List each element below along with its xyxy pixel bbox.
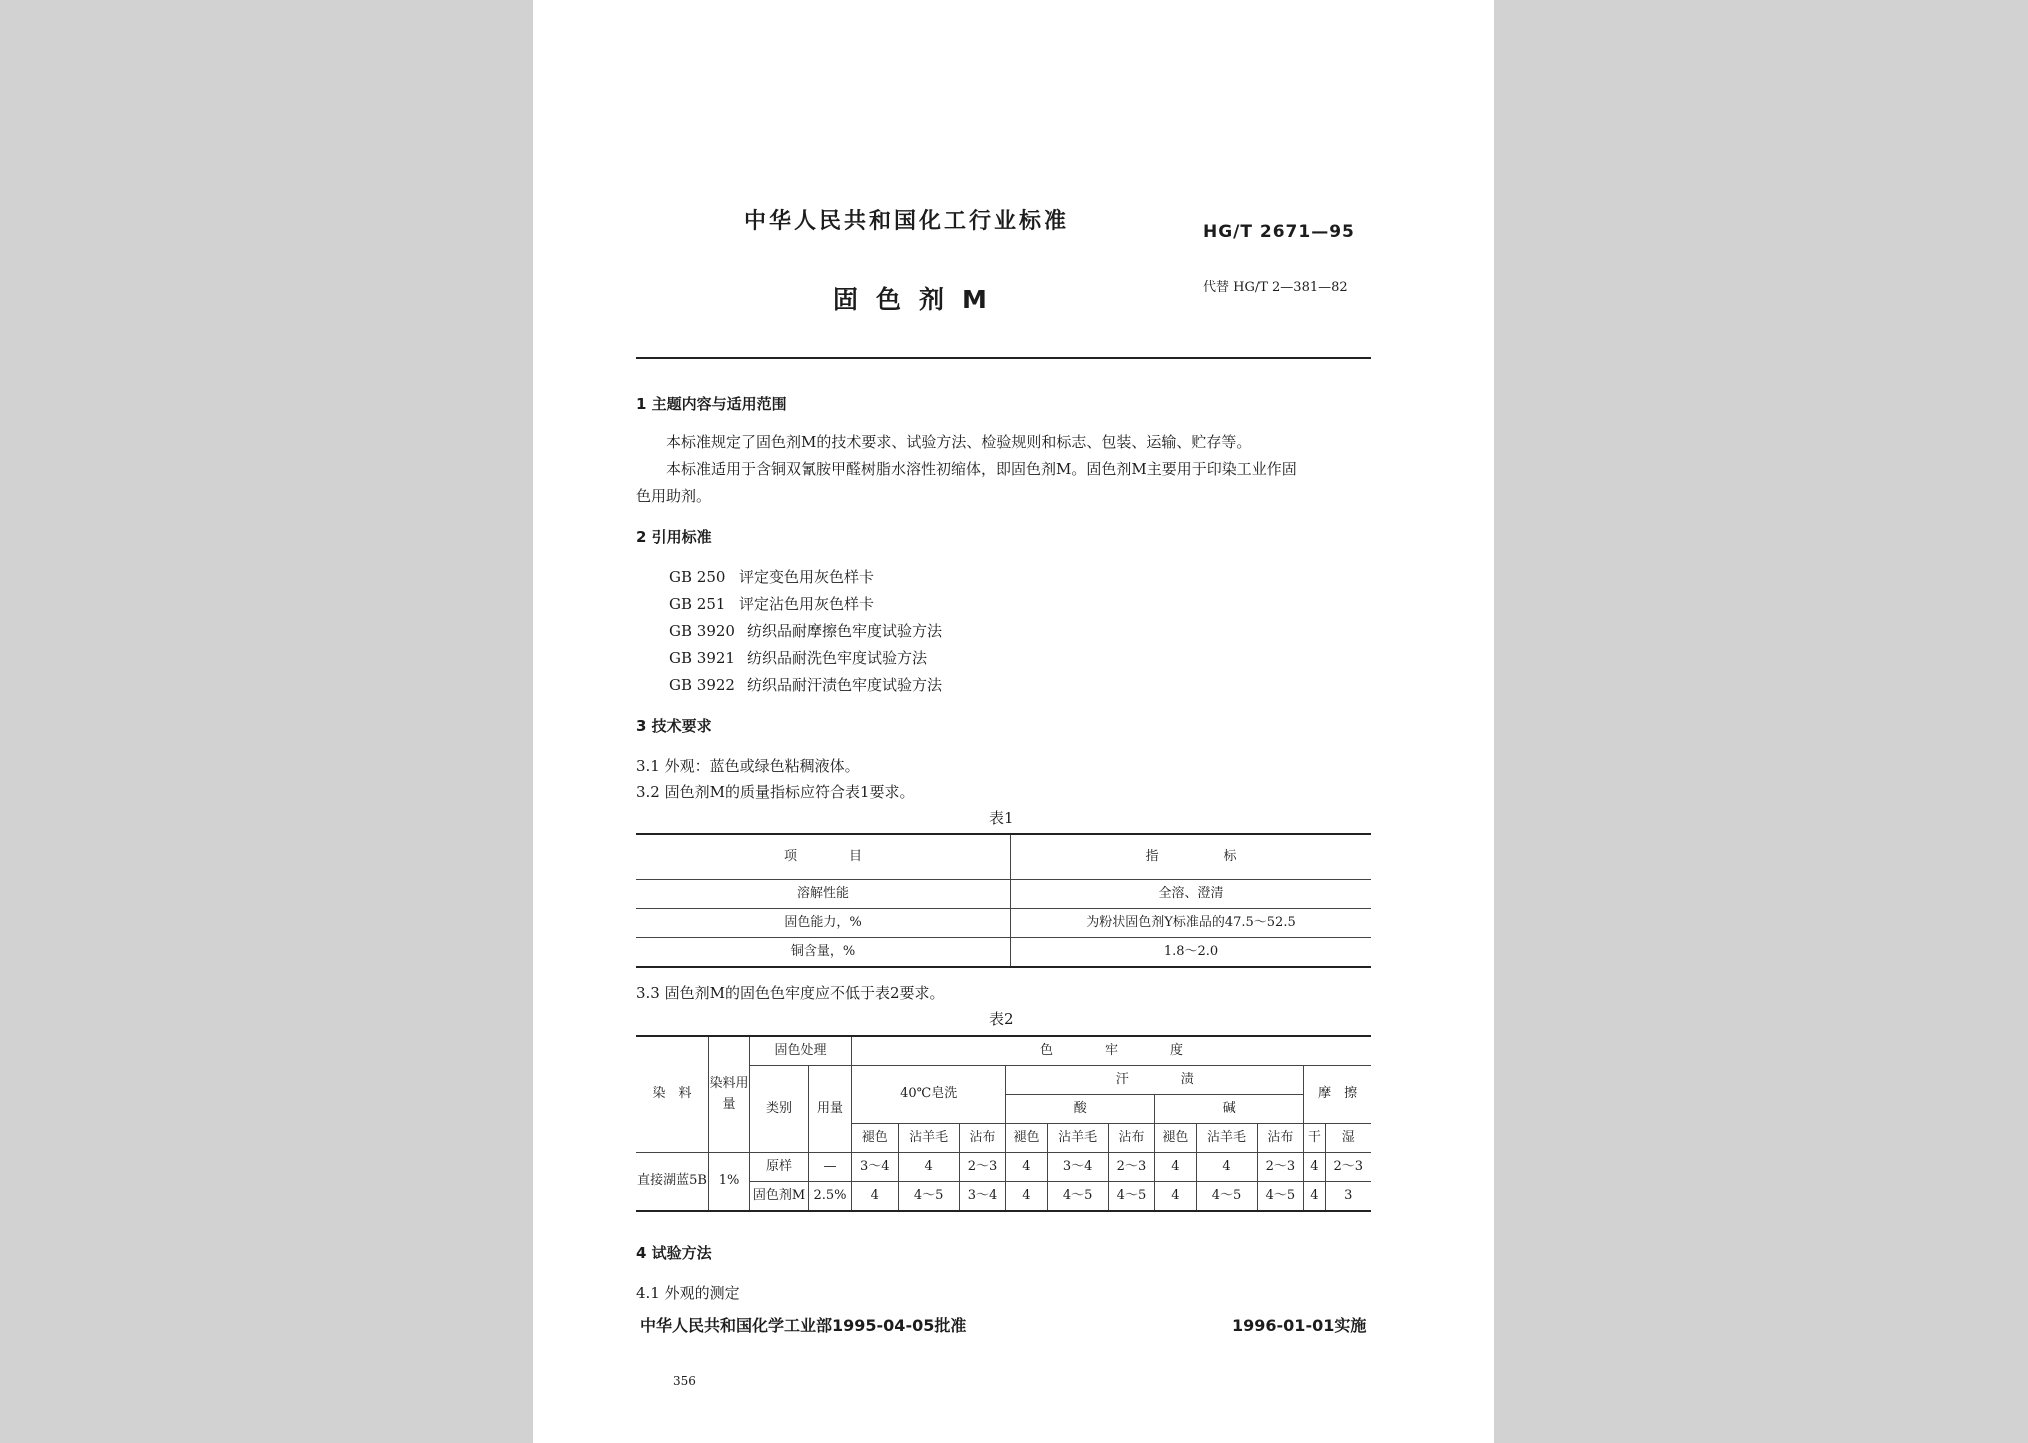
table-2-cell: 4～5 (898, 1182, 959, 1212)
table-2-header-soap: 40℃皂洗 (852, 1066, 1006, 1124)
table-2-cell: 4 (1304, 1182, 1325, 1212)
table-2-header-fix: 固色处理 (750, 1036, 852, 1066)
reference-item (669, 593, 874, 614)
table-2-subheader: 沾布 (959, 1124, 1006, 1153)
table-1 (636, 833, 1371, 968)
table-row (636, 834, 1371, 880)
section-2-title: 2 引用标准 (636, 528, 712, 546)
reference-name: 评定沾色用灰色样卡 (739, 595, 875, 613)
table-1-value: 为粉状固色剂Y标准品的47.5～52.5 (1011, 909, 1372, 938)
section-4-title: 4 试验方法 (636, 1244, 712, 1262)
section-1-title: 1 主题内容与适用范围 (636, 395, 787, 413)
table-2-cell: 4 (898, 1153, 959, 1182)
table-row (636, 909, 1371, 938)
table-2-cell: 3～4 (852, 1153, 899, 1182)
org-title: 中华人民共和国化工行业标准 (744, 209, 1070, 234)
table-2-subheader: 沾羊毛 (898, 1124, 959, 1153)
table-2-subheader: 沾羊毛 (1047, 1124, 1108, 1153)
table-2-cell: 3 (1325, 1182, 1371, 1212)
section-1-para-2a: 本标准适用于含铜双氰胺甲醛树脂水溶性初缩体，即固色剂M。固色剂M主要用于印染工业作固 (666, 460, 1297, 478)
table-2-subheader: 沾布 (1257, 1124, 1304, 1153)
reference-code: GB 3920 (669, 622, 735, 640)
table-2-cell: 3～4 (1047, 1153, 1108, 1182)
table-2-cell: 2～3 (959, 1153, 1006, 1182)
table-2-type: 固色剂M (750, 1182, 809, 1212)
table-2-cell: 4 (852, 1182, 899, 1212)
table-2-header-acid: 酸 (1006, 1095, 1155, 1124)
table-1-header-index: 指 标 (1011, 834, 1372, 880)
table-2-subheader: 沾羊毛 (1196, 1124, 1257, 1153)
table-2-cell: 4 (1304, 1153, 1325, 1182)
table-2-cell: 2～3 (1325, 1153, 1371, 1182)
table-2-subheader: 干 (1304, 1124, 1325, 1153)
footer-effective-date: 1996-01-01实施 (1232, 1316, 1367, 1335)
footer-approver: 中华人民共和国化学工业部1995-04-05批准 (640, 1316, 967, 1335)
table-1-header-item: 项 目 (636, 834, 1011, 880)
table-2-type: 原样 (750, 1153, 809, 1182)
reference-code: GB 250 (669, 568, 726, 586)
reference-code: GB 3922 (669, 676, 735, 694)
table-2-caption: 表2 (989, 1010, 1014, 1028)
table-2-cell: 4～5 (1196, 1182, 1257, 1212)
reference-name: 纺织品耐汗渍色牢度试验方法 (747, 676, 943, 694)
table-1-item: 固色能力，% (636, 909, 1011, 938)
reference-item (669, 566, 874, 587)
header-rule (636, 357, 1371, 359)
reference-item (669, 620, 942, 641)
table-1-value: 全溶、澄清 (1011, 880, 1372, 909)
table-2-cell: 4 (1006, 1182, 1047, 1212)
table-2-amount: 2.5% (809, 1182, 852, 1212)
table-1-item: 铜含量，% (636, 938, 1011, 968)
section-3-title: 3 技术要求 (636, 717, 712, 735)
table-2-subheader: 褪色 (1155, 1124, 1196, 1153)
table-2-cell: 4～5 (1257, 1182, 1304, 1212)
section-1-para-1: 本标准规定了固色剂M的技术要求、试验方法、检验规则和标志、包装、运输、贮存等。 (666, 433, 1252, 451)
reference-item (669, 674, 942, 695)
table-2-header-sweat: 汗 渍 (1006, 1066, 1304, 1095)
table-1-value: 1.8～2.0 (1011, 938, 1372, 968)
table-2-cell: 2～3 (1257, 1153, 1304, 1182)
table-2-cell: 3～4 (959, 1182, 1006, 1212)
table-2-subheader: 褪色 (852, 1124, 899, 1153)
table-2-header-type: 类别 (750, 1066, 809, 1153)
table-2-header-dose: 染料用量 (709, 1036, 750, 1153)
table-row (636, 1036, 1371, 1066)
section-1-para-2b: 色用助剂。 (636, 487, 712, 505)
clause-3-2: 3.2 固色剂M的质量指标应符合表1要求。 (636, 783, 915, 801)
table-2 (636, 1035, 1371, 1212)
reference-code: GB 251 (669, 595, 726, 613)
reference-name: 纺织品耐洗色牢度试验方法 (747, 649, 928, 667)
table-2-amount: — (809, 1153, 852, 1182)
clause-3-3: 3.3 固色剂M的固色色牢度应不低于表2要求。 (636, 984, 945, 1002)
doc-title: 固色剂M (833, 285, 1005, 314)
reference-item (669, 647, 927, 668)
table-2-cell: 2～3 (1108, 1153, 1155, 1182)
table-2-header-amount: 用量 (809, 1066, 852, 1153)
page-number: 356 (673, 1374, 696, 1388)
table-row (636, 1153, 1371, 1182)
table-1-caption: 表1 (989, 809, 1014, 827)
table-2-header-alkali: 碱 (1155, 1095, 1304, 1124)
table-2-cell: 4 (1196, 1153, 1257, 1182)
reference-name: 纺织品耐摩擦色牢度试验方法 (747, 622, 943, 640)
table-2-cell: 4 (1155, 1153, 1196, 1182)
reference-name: 评定变色用灰色样卡 (739, 568, 875, 586)
clause-4-1: 4.1 外观的测定 (636, 1284, 740, 1302)
standard-code: HG/T 2671—95 (1203, 222, 1355, 242)
clause-3-1: 3.1 外观：蓝色或绿色粘稠液体。 (636, 757, 860, 775)
table-2-subheader: 沾布 (1108, 1124, 1155, 1153)
replaces-note: 代替 HG/T 2—381—82 (1203, 280, 1348, 295)
table-row (636, 938, 1371, 968)
table-2-cell: 4 (1006, 1153, 1047, 1182)
table-2-header-fastness: 色 牢 度 (852, 1036, 1372, 1066)
table-1-item: 溶解性能 (636, 880, 1011, 909)
table-2-subheader: 褪色 (1006, 1124, 1047, 1153)
table-2-cell: 4～5 (1108, 1182, 1155, 1212)
table-2-subheader: 湿 (1325, 1124, 1371, 1153)
table-2-cell: 4～5 (1047, 1182, 1108, 1212)
table-row (636, 880, 1371, 909)
reference-code: GB 3921 (669, 649, 735, 667)
table-2-header-rub: 摩 擦 (1304, 1066, 1371, 1124)
table-2-dose: 1% (709, 1153, 750, 1212)
table-2-cell: 4 (1155, 1182, 1196, 1212)
document-page (533, 0, 1494, 1443)
table-2-dye-name: 直接湖蓝5B (636, 1153, 709, 1212)
table-2-header-dye: 染 料 (636, 1036, 709, 1153)
